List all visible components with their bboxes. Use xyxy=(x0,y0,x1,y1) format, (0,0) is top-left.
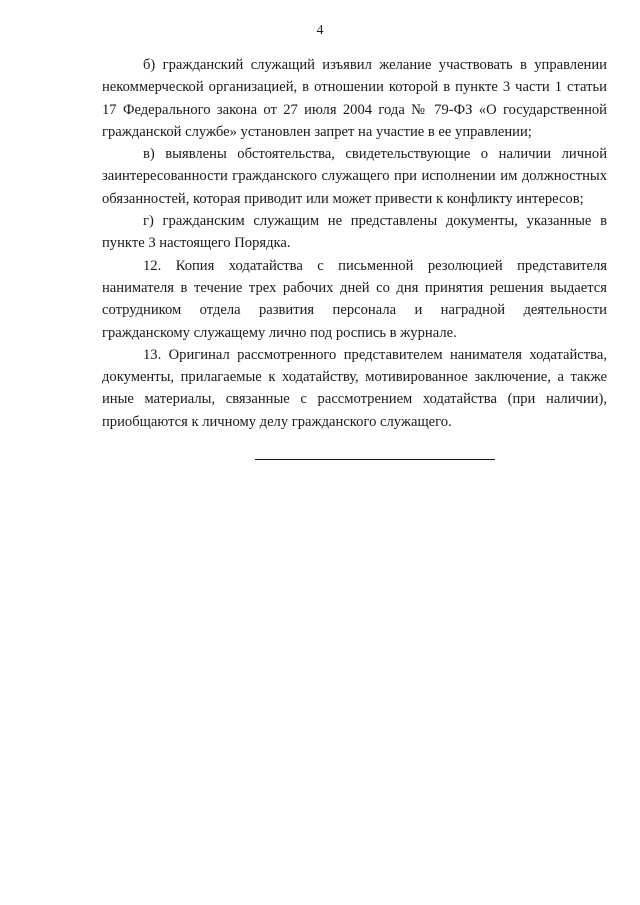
paragraph-clause-12: 12. Копия ходатайства с письменной резолюцией представителя нанимателя в течение трех рабочих дней со дня принятия решения выдается сотрудником отдела развития персонала и наградной деятельности гражданскому служащему лично под роспись в журнале. xyxy=(102,257,607,341)
paragraph-clause-13: 13. Оригинал рассмотренного представителем нанимателя ходатайства, документы, прилагаемые к ходатайству, мотивированное заключение, а также иные материалы, связанные с рассмотрением ходатайства (при наличии), приобщаются к личному делу гражданского служащего. xyxy=(102,346,607,430)
paragraph-item-g: г) гражданским служащим не представлены документы, указанные в пункте 3 настоящего Порядка. xyxy=(102,213,607,252)
paragraph-item-b: б) гражданский служащий изъявил желание участвовать в управлении некоммерческой организацией, в отношении которой в пункте 3 части 1 статьи 17 Федерального закона от 27 июля 2004 года № 79-ФЗ «О государственной гражданской службе» установлен запрет на участие в ее управлении; xyxy=(102,57,607,140)
end-of-document-rule xyxy=(255,459,495,460)
document-body xyxy=(102,54,607,433)
paragraph-item-v: в) выявлены обстоятельства, свидетельствующие о наличии личной заинтересованности гражданского служащего при исполнении им должностных обязанностей, которая приводит или может привести к конфликту интересов; xyxy=(102,146,607,207)
page-number: 4 xyxy=(316,23,324,38)
